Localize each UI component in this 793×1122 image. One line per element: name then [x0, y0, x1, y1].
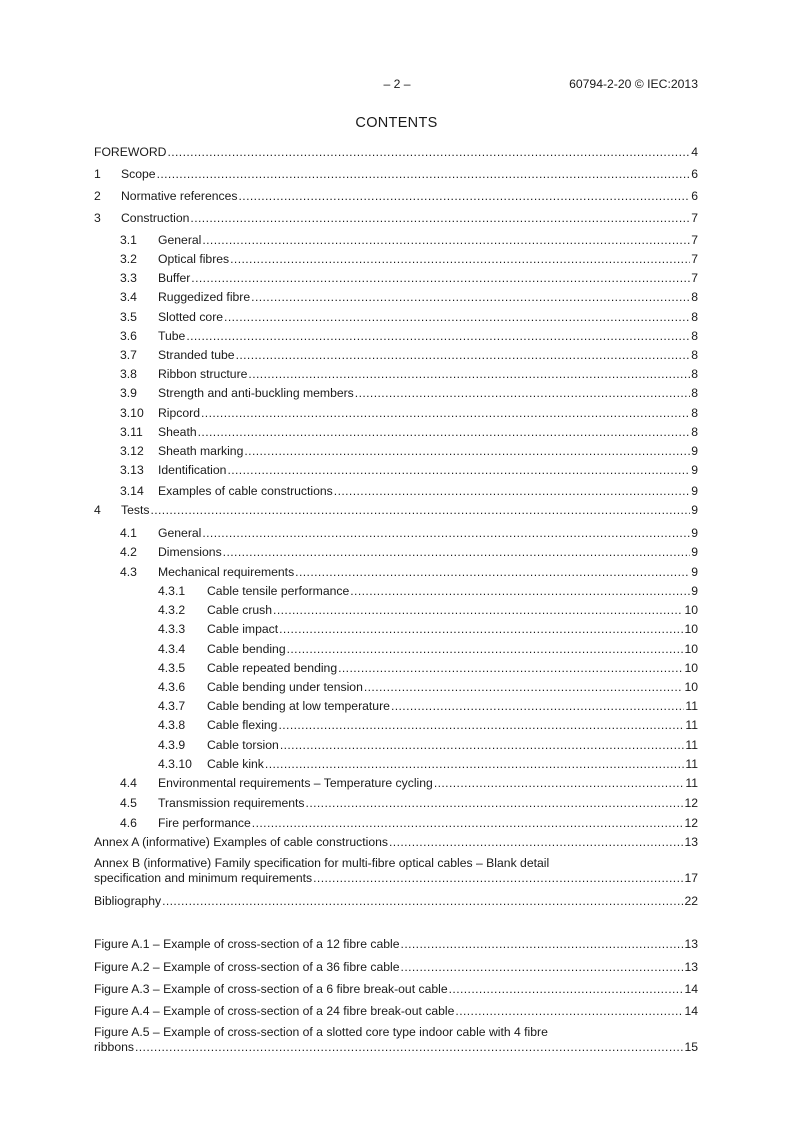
toc-entry-4-3-1[interactable]	[94, 584, 698, 599]
toc-entry-number: 3.5	[120, 310, 137, 324]
figure-entry-page: 14	[684, 1004, 698, 1018]
toc-entry-number: 3.2	[120, 252, 137, 266]
toc-entry-tests[interactable]	[94, 503, 698, 518]
toc-entry-number: 4.3.1	[158, 584, 186, 598]
dot-leader	[135, 1040, 683, 1055]
toc-entry-number: 3.7	[120, 348, 137, 362]
figure-entry-text-line2: ribbons	[94, 1040, 134, 1054]
toc-entry-3-7[interactable]	[94, 348, 698, 363]
toc-entry-3-3[interactable]	[94, 271, 698, 286]
figure-entry-a5[interactable]	[94, 1025, 698, 1055]
toc-entry-text: Ripcord	[158, 406, 200, 420]
toc-entry-bibliography[interactable]	[94, 894, 698, 909]
toc-entry-text: Cable bending at low temperature	[207, 699, 390, 713]
toc-entry-4-3-8[interactable]	[94, 718, 698, 733]
toc-entry-page: 10	[684, 661, 698, 675]
toc-entry-number: 4.2	[120, 545, 137, 559]
toc-entry-page: 11	[685, 738, 698, 752]
dot-leader	[295, 565, 690, 580]
toc-entry-annex-b[interactable]	[94, 856, 698, 886]
dot-leader	[434, 776, 685, 791]
toc-entry-3-10[interactable]	[94, 406, 698, 421]
toc-entry-page: 8	[691, 290, 698, 304]
dot-leader	[248, 367, 690, 382]
toc-entry-page: 8	[691, 386, 698, 400]
toc-entry-number: 4.3.3	[158, 622, 186, 636]
toc-entry-page: 8	[691, 310, 698, 324]
figure-entry-page: 15	[684, 1040, 698, 1054]
figure-entry-text: Figure A.2 – Example of cross-section of a 36 fibre cable	[94, 960, 400, 974]
dot-leader	[273, 603, 683, 618]
toc-entry-text: Tests	[121, 503, 150, 517]
toc-entry-4-3-3[interactable]	[94, 622, 698, 637]
toc-entry-text-line2: specification and minimum requirements	[94, 871, 313, 885]
dot-leader	[230, 252, 690, 267]
toc-entry-page: 7	[691, 211, 698, 225]
toc-entry-page: 11	[685, 699, 698, 713]
toc-entry-4-3-9[interactable]	[94, 738, 698, 753]
dot-leader	[202, 526, 690, 541]
toc-entry-page: 8	[691, 406, 698, 420]
dot-leader	[190, 211, 690, 226]
toc-entry-text: Cable kink	[207, 757, 264, 771]
toc-entry-4-6[interactable]	[94, 816, 698, 831]
toc-entry-number: 3.3	[120, 271, 137, 285]
toc-entry-text: Dimensions	[158, 545, 222, 559]
toc-entry-page: 9	[691, 444, 698, 458]
toc-entry-page: 12	[684, 816, 698, 830]
toc-entry-3-11[interactable]	[94, 425, 698, 440]
toc-entry-3-2[interactable]	[94, 252, 698, 267]
figure-entry-page: 14	[684, 982, 698, 996]
figure-entry-a1[interactable]	[94, 937, 698, 952]
toc-entry-page: 8	[691, 348, 698, 362]
dot-leader	[391, 699, 684, 714]
toc-entry-3-5[interactable]	[94, 310, 698, 325]
toc-entry-page: 22	[684, 894, 698, 908]
dot-leader	[236, 348, 691, 363]
toc-entry-page: 11	[685, 776, 698, 790]
toc-entry-text: Cable repeated bending	[207, 661, 338, 675]
toc-entry-number: 4.3.9	[158, 738, 186, 752]
dot-leader	[287, 642, 684, 657]
figure-entry-text: Figure A.4 – Example of cross-section of a 24 fibre break-out cable	[94, 1004, 455, 1018]
toc-entry-text: Buffer	[158, 271, 191, 285]
toc-entry-number: 3.13	[120, 463, 144, 477]
dot-leader	[338, 661, 683, 676]
toc-entry-page: 9	[691, 545, 698, 559]
toc-entry-page: 9	[691, 463, 698, 477]
toc-entry-number: 3.12	[120, 444, 144, 458]
dot-leader	[201, 406, 690, 421]
toc-entry-page: 8	[691, 329, 698, 343]
dot-leader	[279, 622, 683, 637]
toc-entry-text: Bibliography	[94, 894, 162, 908]
dot-leader	[449, 982, 684, 997]
dot-leader	[162, 894, 683, 909]
dot-leader	[224, 310, 690, 325]
toc-entry-number: 2	[94, 189, 101, 203]
toc-entry-number: 3.11	[120, 425, 143, 439]
toc-entry-4-3-4[interactable]	[94, 642, 698, 657]
toc-entry-3-6[interactable]	[94, 329, 698, 344]
toc-entry-construction[interactable]	[94, 211, 698, 226]
figure-entry-a4[interactable]	[94, 1004, 698, 1019]
toc-entry-text: Transmission requirements	[158, 796, 305, 810]
toc-entry-4-3-5[interactable]	[94, 661, 698, 676]
toc-entry-page: 7	[691, 252, 698, 266]
toc-entry-text: General	[158, 233, 202, 247]
dot-leader	[306, 796, 684, 811]
toc-entry-3-13[interactable]	[94, 463, 698, 478]
dot-leader	[202, 233, 690, 248]
toc-entry-3-4[interactable]	[94, 290, 698, 305]
toc-entry-number: 4.3.8	[158, 718, 186, 732]
toc-entry-text: Environmental requirements – Temperature cycling	[158, 776, 433, 790]
toc-entry-number: 4.3.5	[158, 661, 186, 675]
toc-entry-number: 1	[94, 167, 101, 181]
toc-entry-text: Cable tensile performance	[207, 584, 350, 598]
toc-entry-page: 12	[684, 796, 698, 810]
dot-leader	[355, 386, 690, 401]
toc-entry-text: Sheath	[158, 425, 197, 439]
toc-entry-page: 9	[691, 565, 698, 579]
toc-entry-text: Cable bending under tension	[207, 680, 363, 694]
toc-entry-page: 7	[691, 233, 698, 247]
toc-entry-text: Cable impact	[207, 622, 279, 636]
figure-entry-text: Figure A.1 – Example of cross-section of a 12 fibre cable	[94, 937, 400, 951]
document-id: 60794-2-20 © IEC:2013	[569, 77, 698, 91]
toc-entry-4-5[interactable]	[94, 796, 698, 811]
toc-entry-text: Cable bending	[207, 642, 286, 656]
toc-entry-number: 4.5	[120, 796, 137, 810]
dot-leader	[334, 484, 690, 499]
toc-entry-number: 3.8	[120, 367, 137, 381]
dot-leader	[191, 271, 690, 286]
figure-entry-a2[interactable]	[94, 960, 698, 975]
toc-entry-foreword[interactable]	[94, 145, 698, 160]
toc-entry-number: 4.4	[120, 776, 137, 790]
dot-leader	[350, 584, 690, 599]
dot-leader	[313, 871, 683, 886]
toc-entry-text: Stranded tube	[158, 348, 235, 362]
toc-entry-page: 8	[691, 425, 698, 439]
toc-entry-text: Ruggedized fibre	[158, 290, 251, 304]
toc-entry-3-9[interactable]	[94, 386, 698, 401]
toc-entry-4-3-2[interactable]	[94, 603, 698, 618]
dot-leader	[167, 145, 690, 160]
toc-entry-number: 3.6	[120, 329, 137, 343]
toc-entry-3-12[interactable]	[94, 444, 698, 459]
toc-entry-4-3-10[interactable]	[94, 757, 698, 772]
dot-leader	[280, 738, 685, 753]
toc-entry-page: 11	[685, 718, 698, 732]
dot-leader	[252, 816, 684, 831]
dot-leader	[401, 937, 684, 952]
toc-entry-text: Fire performance	[158, 816, 251, 830]
toc-entry-text: Normative references	[121, 189, 238, 203]
toc-entry-page: 9	[691, 526, 698, 540]
toc-entry-number: 4.6	[120, 816, 137, 830]
toc-entry-number: 3.4	[120, 290, 137, 304]
toc-entry-page: 6	[691, 189, 698, 203]
toc-entry-page: 9	[691, 484, 698, 498]
toc-entry-page: 10	[684, 642, 698, 656]
figure-entry-text-line1: Figure A.5 – Example of cross-section of a slotted core type indoor cable with 4 fibre	[94, 1025, 548, 1039]
toc-entry-text: Cable torsion	[207, 738, 279, 752]
toc-entry-number: 4.3.2	[158, 603, 186, 617]
dot-leader	[150, 503, 690, 518]
toc-entry-text: Mechanical requirements	[158, 565, 295, 579]
toc-entry-text: Construction	[121, 211, 190, 225]
toc-entry-text: Annex A (informative) Examples of cable constructions	[94, 835, 388, 849]
toc-entry-text: Strength and anti-buckling members	[158, 386, 354, 400]
toc-entry-text: Scope	[121, 167, 156, 181]
dot-leader	[239, 189, 691, 204]
toc-entry-number: 4.3.4	[158, 642, 186, 656]
toc-entry-page: 7	[691, 271, 698, 285]
toc-entry-4-4[interactable]	[94, 776, 698, 791]
toc-entry-text: Ribbon structure	[158, 367, 248, 381]
dot-leader	[389, 835, 683, 850]
dot-leader	[265, 757, 684, 772]
toc-entry-number: 4.3.7	[158, 699, 186, 713]
toc-entry-text: Identification	[158, 463, 227, 477]
contents-title: CONTENTS	[355, 115, 438, 131]
toc-entry-number: 3.10	[120, 406, 144, 420]
figure-entry-page: 13	[684, 937, 698, 951]
toc-entry-page: 8	[691, 367, 698, 381]
toc-entry-normative-references[interactable]	[94, 189, 698, 204]
dot-leader	[401, 960, 684, 975]
toc-entry-4-2[interactable]	[94, 545, 698, 560]
toc-entry-number: 4.3	[120, 565, 137, 579]
toc-entry-page: 10	[684, 622, 698, 636]
toc-entry-text: Slotted core	[158, 310, 224, 324]
toc-entry-text: Optical fibres	[158, 252, 230, 266]
figure-entry-page: 13	[684, 960, 698, 974]
toc-entry-number: 3	[94, 211, 101, 225]
toc-entry-page: 10	[684, 680, 698, 694]
dot-leader	[455, 1004, 683, 1019]
dot-leader	[251, 290, 690, 305]
figure-entry-text: Figure A.3 – Example of cross-section of a 6 fibre break-out cable	[94, 982, 448, 996]
toc-entry-text: Examples of cable constructions	[158, 484, 333, 498]
toc-entry-page: 11	[685, 757, 698, 771]
toc-entry-3-8[interactable]	[94, 367, 698, 382]
toc-entry-number: 4	[94, 503, 101, 517]
toc-entry-text: FOREWORD	[94, 145, 167, 159]
toc-entry-text: Cable crush	[207, 603, 273, 617]
toc-entry-4-3[interactable]	[94, 565, 698, 580]
toc-entry-page: 4	[691, 145, 698, 159]
toc-entry-3-1[interactable]	[94, 233, 698, 248]
toc-entry-4-3-6[interactable]	[94, 680, 698, 695]
dot-leader	[157, 167, 691, 182]
dot-leader	[364, 680, 684, 695]
dot-leader	[244, 444, 690, 459]
dot-leader	[278, 718, 684, 733]
toc-entry-text: General	[158, 526, 202, 540]
toc-entry-number: 3.9	[120, 386, 137, 400]
dot-leader	[186, 329, 690, 344]
toc-entry-number: 4.1	[120, 526, 137, 540]
toc-entry-3-14[interactable]	[94, 484, 698, 499]
toc-entry-4-1[interactable]	[94, 526, 698, 541]
toc-entry-number: 3.1	[120, 233, 137, 247]
dot-leader	[223, 545, 691, 560]
toc-entry-text-line1: Annex B (informative) Family specification for multi-fibre optical cables – Blank detail	[94, 856, 550, 870]
toc-entry-number: 3.14	[120, 484, 144, 498]
toc-entry-number: 4.3.6	[158, 680, 186, 694]
figure-entry-a3[interactable]	[94, 982, 698, 997]
toc-entry-number: 4.3.10	[158, 757, 192, 771]
toc-entry-page: 9	[691, 584, 698, 598]
toc-entry-page: 10	[684, 603, 698, 617]
toc-entry-page: 13	[684, 835, 698, 849]
toc-entry-4-3-7[interactable]	[94, 699, 698, 714]
toc-entry-text: Cable flexing	[207, 718, 278, 732]
dot-leader	[198, 425, 691, 440]
toc-entry-text: Tube	[158, 329, 186, 343]
toc-entry-page: 6	[691, 167, 698, 181]
toc-entry-text: Sheath marking	[158, 444, 244, 458]
page-number: – 2 –	[383, 77, 411, 91]
toc-entry-scope[interactable]	[94, 167, 698, 182]
dot-leader	[227, 463, 690, 478]
toc-entry-page: 9	[691, 503, 698, 517]
toc-entry-annex-a[interactable]	[94, 835, 698, 850]
toc-entry-page: 17	[684, 871, 698, 885]
